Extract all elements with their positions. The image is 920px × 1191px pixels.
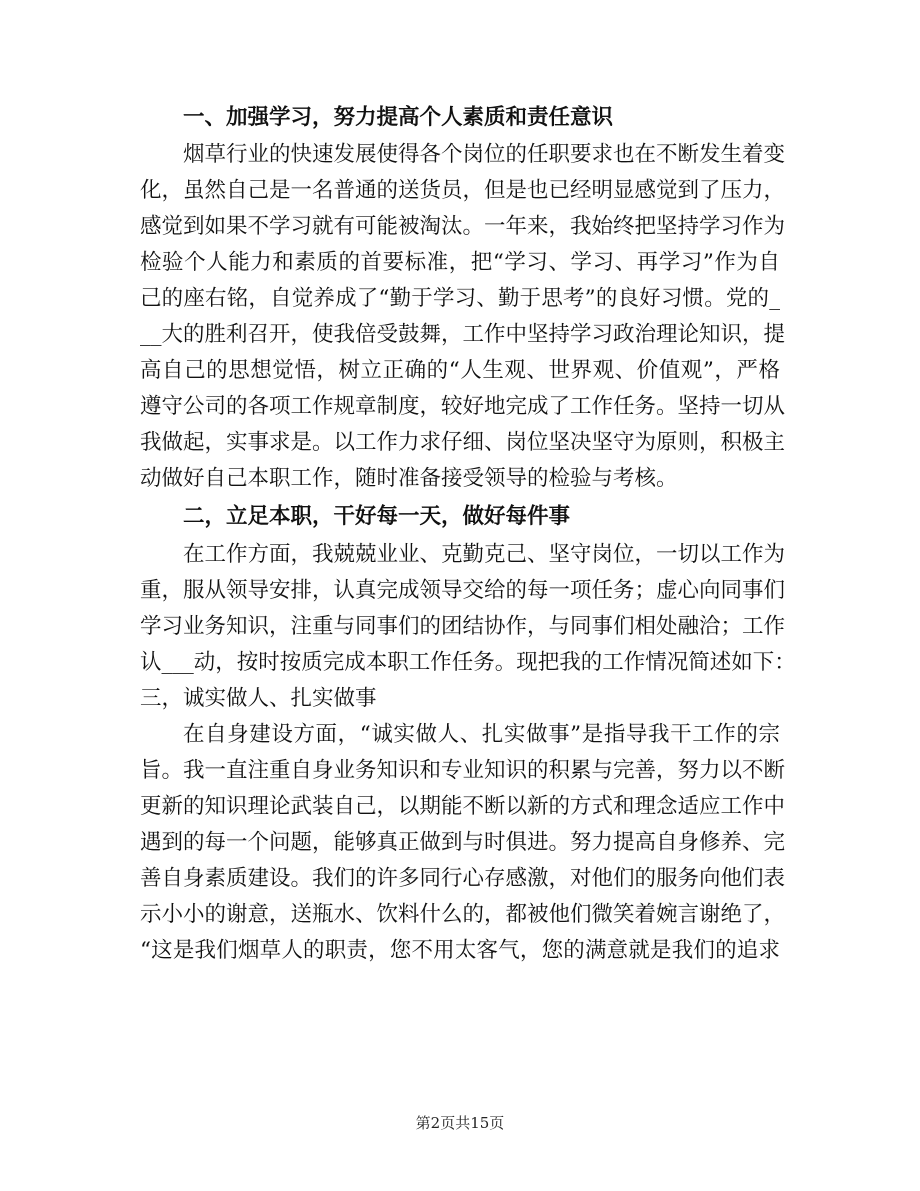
paragraph-line: 遇到的每一个问题，能够真正做到与时俱进。努力提高自身修养、完 xyxy=(140,830,786,855)
paragraph-line: __大的胜利召开，使我倍受鼓舞，工作中坚持学习政治理论知识，提 xyxy=(140,322,786,347)
paragraph-line: 我做起，实事求是。以工作力求仔细、岗位坚决坚守为原则，积极主 xyxy=(140,430,786,455)
paragraph-1 xyxy=(140,137,786,497)
paragraph-line: 旨。我一直注重自身业务知识和专业知识的积累与完善，努力以不断 xyxy=(140,758,786,783)
section-heading-3: 三，诚实做人、扎实做事 xyxy=(140,686,377,711)
paragraph-line: 在工作方面，我兢兢业业、克勤克己、坚守岗位，一切以工作为 xyxy=(183,542,786,567)
paragraph-3 xyxy=(140,717,786,969)
paragraph-line: 烟草行业的快速发展使得各个岗位的任职要求也在不断发生着变 xyxy=(183,142,786,167)
paragraph-line: 善自身素质建设。我们的许多同行心存感激，对他们的服务向他们表 xyxy=(140,866,786,891)
paragraph-line: 学习业务知识，注重与同事们的团结协作，与同事们相处融洽；工作 xyxy=(140,614,786,639)
paragraph-line: 更新的知识理论武装自己，以期能不断以新的方式和理念适应工作中 xyxy=(140,794,786,819)
paragraph-line: 示小小的谢意，送瓶水、饮料什么的，都被他们微笑着婉言谢绝了， xyxy=(140,902,786,927)
paragraph-line: 检验个人能力和素质的首要标准，把“学习、学习、再学习”作为自 xyxy=(140,250,780,275)
paragraph-line: “这是我们烟草人的职责，您不用太客气，您的满意就是我们的追求 xyxy=(140,938,780,963)
paragraph-line: 高自己的思想觉悟，树立正确的“人生观、世界观、价值观”，严格 xyxy=(140,358,780,383)
paragraph-line: 认___动，按时按质完成本职工作任务。现把我的工作情况简述如下： xyxy=(140,650,796,675)
paragraph-line: 感觉到如果不学习就有可能被淘汰。一年来，我始终把坚持学习作为 xyxy=(140,214,786,239)
page-number: 第2页共15页 xyxy=(415,1114,505,1132)
paragraph-line: 重，服从领导安排，认真完成领导交给的每一项任务；虚心向同事们 xyxy=(140,578,786,603)
paragraph-line: 在自身建设方面，“诚实做人、扎实做事”是指导我干工作的宗 xyxy=(183,722,780,747)
paragraph-line: 动做好自己本职工作，随时准备接受领导的检验与考核。 xyxy=(140,466,678,491)
document-body xyxy=(140,99,796,969)
paragraph-line: 遵守公司的各项工作规章制度，较好地完成了工作任务。坚持一切从 xyxy=(140,394,786,419)
paragraph-2 xyxy=(140,537,796,717)
paragraph-line: 己的座右铭，自觉养成了“勤于学习、勤于思考”的良好习惯。党的_ xyxy=(140,286,780,311)
section-heading-2: 二，立足本职，干好每一天，做好每件事 xyxy=(183,504,571,529)
paragraph-line: 化，虽然自己是一名普通的送货员，但是也已经明显感觉到了压力， xyxy=(140,178,786,203)
section-heading-1: 一、加强学习，努力提高个人素质和责任意识 xyxy=(183,105,614,130)
